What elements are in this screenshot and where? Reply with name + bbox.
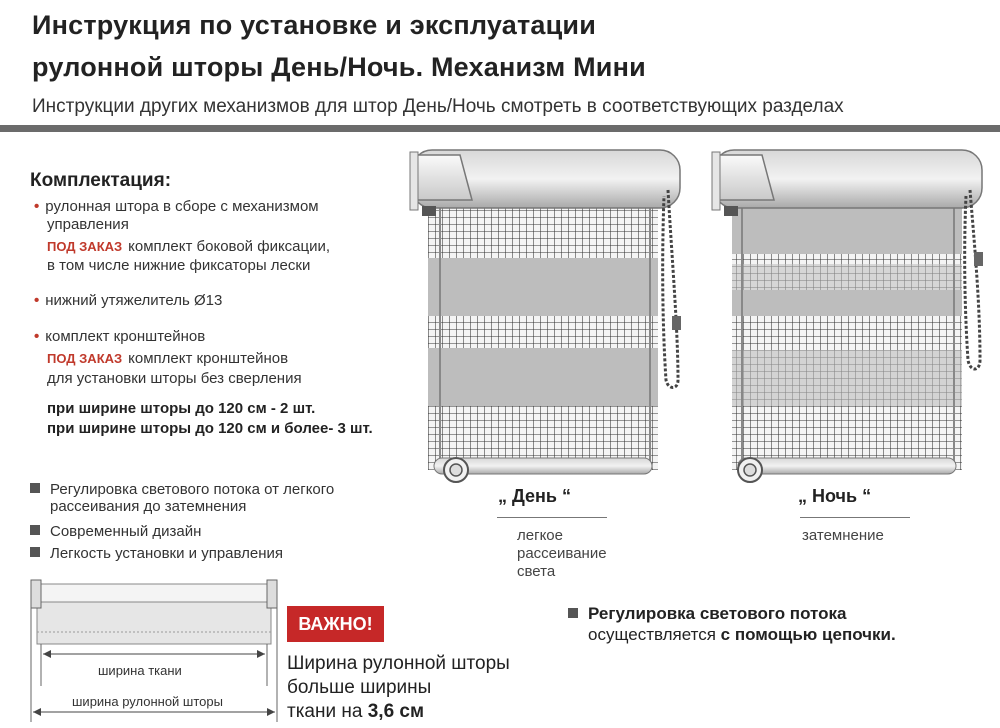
order-badge: ПОД ЗАКАЗ <box>47 239 123 254</box>
bullet-icon: • <box>34 198 40 215</box>
feature-2-text: Современный дизайн <box>50 523 202 540</box>
bullet-icon: • <box>34 292 40 309</box>
blind-width-label: ширина рулонной шторы <box>72 694 223 709</box>
feature-3-text: Легкость установки и управления <box>50 545 284 562</box>
night-blind-illustration <box>712 150 983 482</box>
kit-item-1-text: рулонная штора в сборе с механизмом <box>45 198 319 215</box>
page-subtitle: Инструкции других механизмов для штор День/Ночь смотреть в соответствующих разделах <box>32 96 844 117</box>
regulation-line-1-text: Регулировка светового потока <box>588 604 847 623</box>
important-note-line-3-prefix: ткани на <box>287 701 368 722</box>
regulation-line-2 <box>568 624 896 645</box>
square-bullet-icon <box>30 547 40 557</box>
feature-1-cont: рассеивания до затемнения <box>50 498 247 515</box>
feature-2 <box>30 523 201 541</box>
square-bullet-icon <box>30 525 40 535</box>
square-bullet-icon <box>30 483 40 493</box>
kit-item-1-order-text: комплект боковой фиксации, <box>128 238 331 255</box>
day-blind-illustration <box>410 150 681 482</box>
bracket-rule-1: при ширине шторы до 120 см - 2 шт. <box>47 400 316 417</box>
important-note <box>287 652 510 724</box>
feature-1-text: Регулировка светового потока от легкого <box>50 481 335 498</box>
fabric-width-label: ширина ткани <box>98 663 182 678</box>
blind-illustrations <box>400 140 1000 500</box>
important-badge: ВАЖНО! <box>287 606 384 642</box>
bullet-icon: • <box>34 328 40 345</box>
important-note-line-3 <box>287 700 510 724</box>
feature-3 <box>30 545 283 563</box>
square-bullet-icon <box>568 608 578 618</box>
kit-item-1-order-cont: в том числе нижние фиксаторы лески <box>47 257 311 274</box>
feature-1 <box>30 481 334 499</box>
night-desc: затемнение <box>802 527 884 544</box>
night-caption-underline <box>800 517 910 518</box>
kit-item-1 <box>34 198 319 216</box>
regulation-line-1 <box>568 603 896 624</box>
order-badge: ПОД ЗАКАЗ <box>47 351 123 366</box>
header-divider <box>0 125 1000 132</box>
day-desc-3: света <box>517 563 556 580</box>
important-note-line-2: больше ширины <box>287 677 432 698</box>
kit-item-2-text: нижний утяжелитель Ø13 <box>45 292 223 309</box>
kit-item-1-cont: управления <box>47 216 129 233</box>
regulation-line-2-bold: с помощью цепочки. <box>720 625 896 644</box>
kit-item-2 <box>34 292 222 310</box>
kit-item-3-order <box>47 350 288 368</box>
regulation-line-2-prefix: осуществляется <box>588 625 721 644</box>
bracket-rule-2: при ширине шторы до 120 см и более- 3 шт. <box>47 420 373 437</box>
page-title-line-1: Инструкция по установке и эксплуатации <box>32 10 597 40</box>
day-caption: „ День “ <box>498 486 571 506</box>
day-caption-underline <box>497 517 607 518</box>
day-desc-1: легкое <box>517 527 563 544</box>
important-note-line-1: Ширина рулонной шторы <box>287 653 510 674</box>
day-desc-2: рассеивание <box>517 545 607 562</box>
regulation-note <box>568 603 896 645</box>
kit-item-3-text: комплект кронштейнов <box>45 328 206 345</box>
kit-item-1-order <box>47 238 330 256</box>
night-caption: „ Ночь “ <box>798 486 872 506</box>
kit-item-3-order-text: комплект кронштейнов <box>128 350 289 367</box>
page-title-line-2: рулонной шторы День/Ночь. Механизм Мини <box>32 52 646 82</box>
important-note-value: 3,6 см <box>367 701 425 722</box>
kit-item-3 <box>34 328 205 346</box>
kit-heading: Комплектация: <box>30 170 172 191</box>
kit-item-3-order-cont: для установки шторы без сверления <box>47 370 302 387</box>
